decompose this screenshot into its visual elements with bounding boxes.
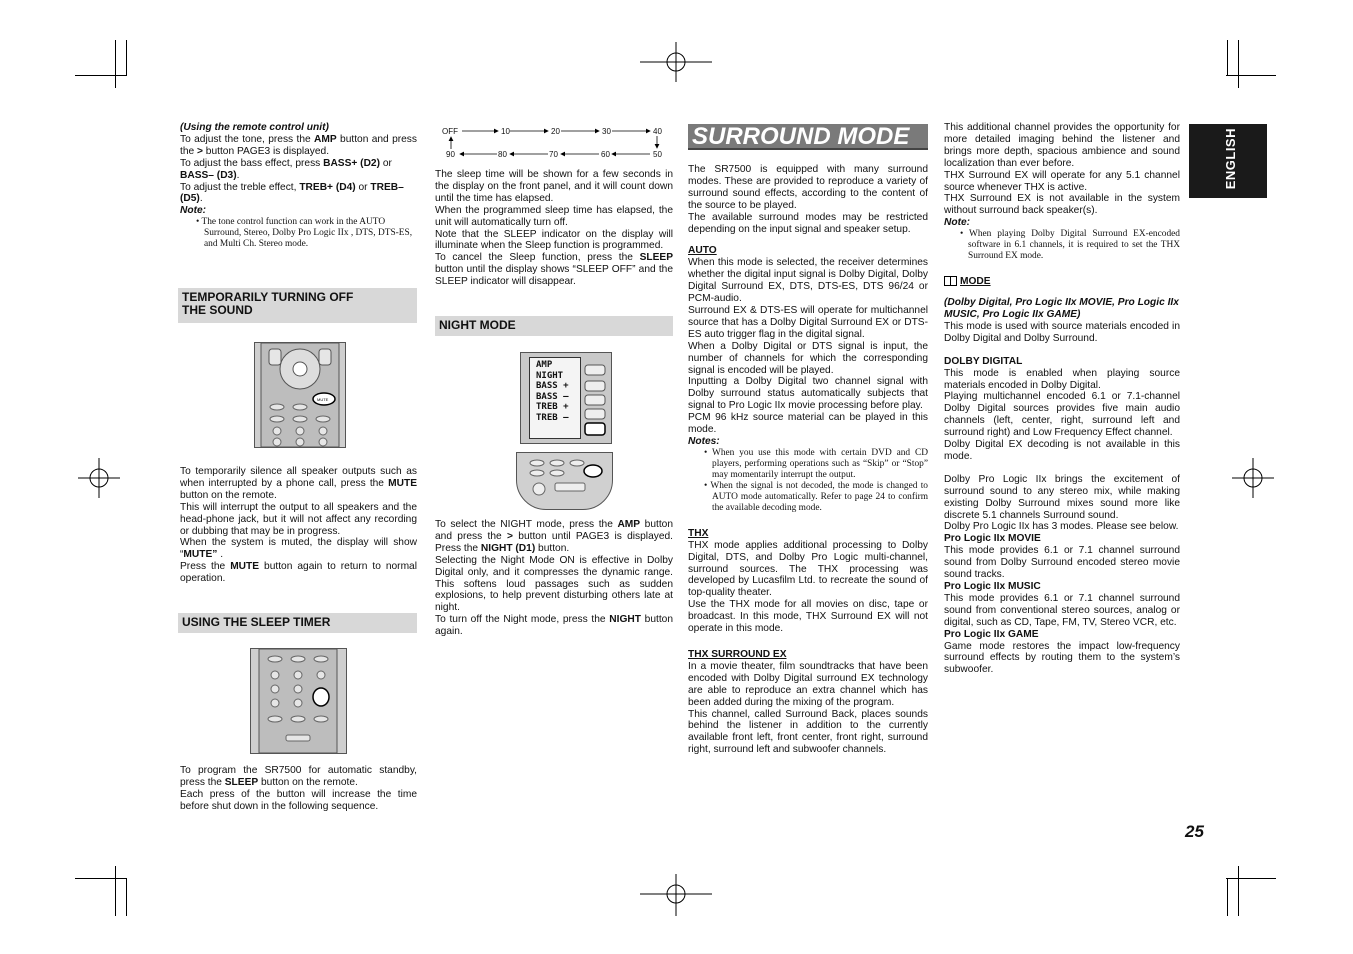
remote-mute-illustration	[254, 342, 346, 448]
thx-ex-2: This channel, called Surround Back, places sounds behind the listener in addition to the currently available front left, front center, front right, surround right, surround left and subwoofer channels.	[688, 708, 928, 756]
auto-2: Surround EX & DTS-ES will operate for multichannel source that has a Dolby Digital Surround EX or DTS-ES auto trigger flag in the digital signal.	[688, 304, 928, 340]
remote-amp-illustration	[516, 452, 613, 510]
tone-para-3: To adjust the treble effect, TREB+ (D4) or TREB– (D5).	[180, 181, 404, 205]
thx-more-2: THX Surround EX will operate for any 5.1 channel source whenever THX is active.	[944, 169, 1180, 193]
thx-more-3: THX Surround EX is not available in the system without surround back speaker(s).	[944, 193, 1180, 217]
auto-4: Inputting a Dolby Digital two channel signal with Dolby surround status automatically subjects that signal to Pro Logic IIx movie processing before play.	[688, 376, 928, 412]
seq-bottom-1: 80	[498, 150, 507, 159]
sleep-more-2: When the programmed sleep time has elapsed, the unit will automatically turn off.	[435, 204, 673, 228]
lcd-screen	[529, 357, 581, 439]
sleep-more-text	[435, 169, 673, 288]
night-para-2: Selecting the Night Mode ON is effective in Dolby Digital only, and it compresses the dynamic range. This softens loud passages such as sudden explosions, to help prevent disturbing others late at night.	[435, 554, 673, 614]
note-bullet-4: • When playing Dolby Digital Surround EX-encoded software in 6.1 channels, it is required to set the THX Surround EX mode.	[960, 229, 1180, 262]
section-heading-sleep: USING THE SLEEP TIMER	[178, 613, 417, 633]
seq-top-4: 40	[653, 127, 662, 136]
column-3	[688, 164, 928, 756]
note-bullet: • The tone control function can work in the AUTO Surround, Stereo, Dolby Pro Logic IIx , DTS, DTS-ES, and Multi Ch. Stereo mode.	[196, 217, 413, 250]
note-1: • When you use this mode with certain DVD and CD players, performing operations such as “Skip” or “Stop” may momentarily interrupt the output.	[704, 447, 928, 480]
registration-mark-left	[78, 458, 120, 498]
game-heading: Pro Logic IIx GAME	[944, 628, 1039, 640]
registration-mark-right	[1232, 458, 1274, 498]
note-label-4: Note:	[944, 217, 971, 229]
sleep-text	[180, 765, 417, 813]
registration-mark-bottom	[640, 874, 712, 916]
sequence-arrows	[440, 126, 670, 162]
language-tab	[1189, 124, 1267, 198]
night-text	[435, 519, 673, 638]
night-para-1: To select the NIGHT mode, press the AMP button and press the > button until PAGE3 is displayed. Press the NIGHT (D1) button.	[435, 519, 673, 554]
remote-heading: (Using the remote control unit)	[180, 122, 329, 133]
thx-ex-1: In a movie theater, film soundtracks that have been encoded with Dolby Digital surround EX technology are able to reproduce an extra channel which has been added during the mixing of the program.	[688, 660, 928, 708]
lcd-line-3: BASS +	[536, 381, 569, 391]
mute-para-1: To temporarily silence all speaker outputs such as when interrupted by a phone call, press the MUTE button on the remote.	[180, 466, 417, 501]
seq-bottom-4: 50	[653, 150, 662, 159]
intro-2: The available surround modes may be restricted depending on the input signal and speaker setup.	[688, 211, 928, 235]
music-heading: Pro Logic IIx MUSIC	[944, 581, 1041, 592]
night-para-3: To turn off the Night mode, press the NIGHT button again.	[435, 614, 673, 638]
auto-5: PCM 96 kHz source material can be played in this mode.	[688, 412, 928, 436]
thx-more-1: This additional channel provides the opportunity for more detailed imaging behind the listener and brings more depth, spacious ambience and sound localization than ever before.	[944, 122, 1180, 169]
sleep-more-3: Note that the SLEEP indicator on the display will illuminate when the Sleep function is programmed.	[435, 228, 673, 252]
tone-para-2: To adjust the bass effect, press BASS+ (D2) or BASS– (D3).	[180, 157, 392, 181]
seq-bottom-2: 70	[549, 150, 558, 159]
lcd-line-1: AMP	[536, 360, 553, 370]
mute-para-4: Press the MUTE button again to return to normal operation.	[180, 561, 417, 585]
column-1	[180, 122, 417, 250]
svg-text:MUTE: MUTE	[317, 397, 329, 402]
tone-para-1: To adjust the tone, press the AMP button and press the > button PAGE3 is displayed.	[180, 133, 417, 157]
plx-2: Dolby Pro Logic IIx has 3 modes. Please see below.	[944, 521, 1179, 533]
seq-top-1: 10	[501, 127, 510, 136]
mute-para-3: When the system is muted, the display will show “MUTE” .	[180, 537, 417, 561]
lcd-line-6: TREB –	[536, 412, 569, 423]
notes-label: Notes:	[688, 435, 720, 447]
column-4	[944, 122, 1180, 676]
intro-1: The SR7500 is equipped with many surround modes. These are provided to reproduce a variety of surround sound effects, according to the content of the source to be played.	[688, 164, 928, 211]
seq-top-0: OFF	[442, 127, 458, 136]
note-label: Note:	[180, 205, 207, 217]
seq-top-3: 30	[602, 127, 611, 136]
sleep-para-1: To program the SR7500 for automatic standby, press the SLEEP button on the remote.	[180, 765, 417, 788]
dolby-mode-intro: This mode is used with source materials encoded in Dolby Digital and Dolby Surround.	[944, 320, 1180, 344]
page-title: SURROUND MODE	[688, 124, 928, 150]
lcd-line-4: BASS –	[536, 391, 569, 402]
dolby-digital-3: Dolby Digital EX decoding is not available in this mode.	[944, 439, 1180, 462]
dolby-double-d-icon	[944, 276, 957, 286]
registration-mark-top	[640, 42, 712, 82]
music-text: This mode provides 6.1 or 7.1 channel surround sound from conventional stereo sources, analog or digital, such as CD, Tape, FM, TV, Stereo VCR, etc.	[944, 592, 1180, 628]
dolby-mode-heading: MODE	[944, 276, 1180, 288]
seq-bottom-3: 60	[601, 150, 610, 159]
sleep-para-2: Each press of the button will increase the time before shut down in the following sequence.	[180, 788, 417, 812]
thx-1: THX mode applies additional processing to Dolby Digital, DTS, and Dolby Pro Logic multi-channel, surround sources. The THX processing was developed by Lucasfilm Ltd. to recreate the sound of top-quality theater.	[688, 539, 928, 599]
sleep-more-4: To cancel the Sleep function, press the SLEEP button until the display shows “SLEEP OFF” and the SLEEP indicator will disappear.	[435, 252, 673, 288]
movie-heading: Pro Logic IIx MOVIE	[944, 533, 1041, 545]
sleep-more-1: The sleep time will be shown for a few seconds in the display on the front panel, and it will count down until the time has elapsed.	[435, 169, 673, 204]
note-2: • When the signal is not decoded, the mode is changed to AUTO mode automatically. Refer to page 24 to confirm the available decoding mode.	[704, 480, 928, 513]
section-heading-mute: TEMPORARILY TURNING OFF THE SOUND	[178, 288, 417, 323]
game-text: Game mode restores the impact low-frequency surround effects by routing them to the system’s subwoofer.	[944, 640, 1180, 676]
thx-heading: THX	[688, 527, 709, 539]
mute-para-2: This will interrupt the output to all speakers and the head-phone jack, but it will not affect any recording or dubbing that may be in progress.	[180, 501, 417, 537]
movie-text: This mode provides 6.1 or 7.1 channel surround sound from Dolby Surround encoded stereo movie sound tracks.	[944, 545, 1180, 581]
thx-2: Use the THX mode for all movies on disc, tape or broadcast. In this mode, THX Surround EX will not operate in this mode.	[688, 599, 928, 635]
page-number: 25	[1185, 822, 1204, 841]
auto-3: When a Dolby Digital or DTS signal is input, the number of channels for which the corresponding signal is encoded will be played.	[688, 340, 928, 376]
seq-bottom-0: 90	[446, 150, 455, 159]
lcd-line-2: NIGHT	[536, 370, 564, 381]
auto-heading: AUTO	[688, 245, 717, 257]
dolby-digital-heading: DOLBY DIGITAL	[944, 355, 1023, 367]
section-heading-night: NIGHT MODE	[435, 316, 673, 336]
language-tab-label: ENGLISH	[1223, 128, 1238, 190]
auto-1: When this mode is selected, the receiver determines whether the digital input signal is Dolby Digital, Dolby Digital Surround EX, DTS, DTS-ES, DTS 96/24 or PCM-audio.	[688, 257, 928, 305]
dolby-mode-sub: (Dolby Digital, Pro Logic IIx MOVIE, Pro Logic IIx MUSIC, Pro Logic IIx GAME)	[944, 297, 1179, 320]
dolby-digital-2: Playing multichannel encoded 6.1 or 7.1-channel Dolby Digital sources provides five main audio channels (left, center, right, surround left and surround right) and Low Frequency Effect channel.	[944, 391, 1180, 439]
remote-lcd-illustration	[520, 352, 612, 444]
remote-sleep-illustration	[250, 648, 347, 754]
thx-ex-heading: THX SURROUND EX	[688, 649, 787, 660]
mute-text	[180, 466, 417, 585]
dolby-digital-1: This mode is enabled when playing source materials encoded in Dolby Digital.	[944, 367, 1180, 391]
lcd-line-5: TREB +	[536, 402, 569, 412]
plx-1: Dolby Pro Logic IIx brings the excitement of surround sound to any stereo mix, while making existing Dolby Surround mixes sound more like discrete 5.1 channels Surround sound.	[944, 473, 1180, 521]
seq-top-2: 20	[551, 127, 560, 136]
